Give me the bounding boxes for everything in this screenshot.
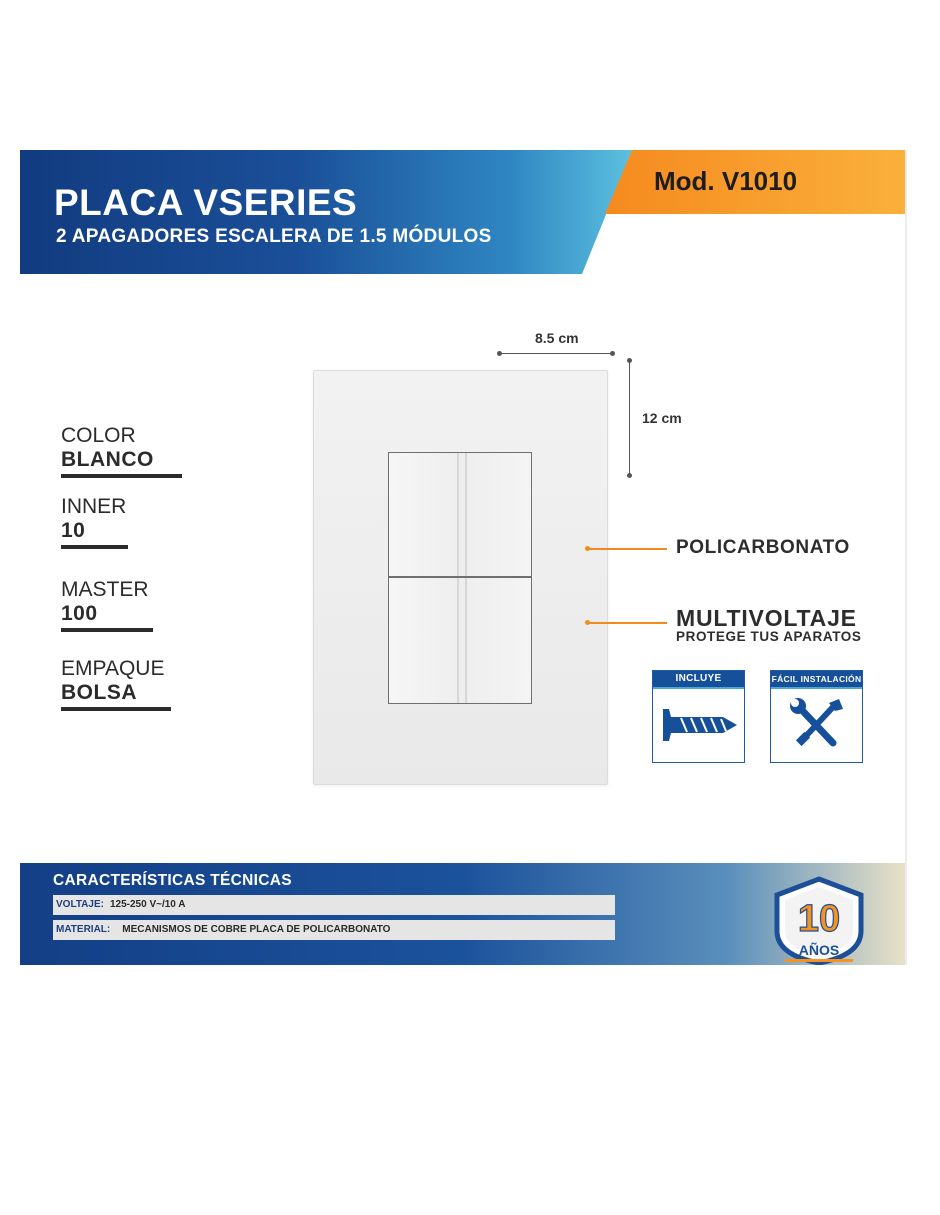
voltage-callout: MULTIVOLTAJE [676, 605, 857, 631]
spec-underline [61, 707, 171, 711]
rocker-groove [465, 578, 467, 703]
rocker-groove [465, 453, 467, 576]
model-number: Mod. V1010 [654, 166, 798, 196]
rocker-groove [457, 578, 459, 703]
product-title: PLACA VSERIES [54, 182, 358, 223]
product-sheet [20, 150, 905, 965]
dimension-end-dot [627, 358, 632, 363]
callout-line [588, 622, 667, 624]
includes-badge [652, 670, 745, 763]
callout-line [588, 548, 667, 550]
screw-icon [653, 689, 743, 761]
spec-underline [61, 474, 182, 478]
warranty-unit: AÑOS [798, 942, 840, 958]
spec-color [61, 424, 182, 478]
height-dimension-label: 12 cm [642, 410, 682, 426]
spec-value: BLANCO [61, 448, 154, 471]
spec-value: BOLSA [61, 681, 137, 704]
width-dimension-label: 8.5 cm [535, 330, 579, 346]
spec-underline [61, 545, 128, 549]
spec-inner [61, 495, 128, 549]
tech-row-voltage [53, 895, 615, 915]
tech-key: VOLTAJE: [56, 899, 104, 910]
rocker-groove [457, 453, 459, 576]
technical-heading: CARACTERÍSTICAS TÉCNICAS [53, 872, 292, 889]
tech-row-material [53, 920, 615, 940]
dimension-end-dot [627, 473, 632, 478]
rocker-switch-bottom [388, 577, 532, 704]
easy-install-badge [770, 670, 863, 763]
tools-icon [771, 689, 861, 761]
spec-label: MASTER [61, 578, 149, 601]
spec-label: COLOR [61, 424, 136, 447]
product-subtitle: 2 APAGADORES ESCALERA DE 1.5 MÓDULOS [56, 226, 492, 247]
tech-key: MATERIAL: [56, 924, 111, 935]
shield-icon [763, 875, 875, 965]
warranty-number: 10 [797, 898, 841, 940]
material-callout: POLICARBONATO [676, 537, 850, 558]
spec-underline [61, 628, 153, 632]
spec-value: 100 [61, 602, 98, 625]
dimension-end-dot [497, 351, 502, 356]
spec-packaging [61, 657, 171, 711]
spec-label: EMPAQUE [61, 657, 165, 680]
tech-value: MECANISMOS DE COBRE PLACA DE POLICARBONATO [122, 924, 391, 935]
height-dimension-line [629, 360, 630, 475]
spec-value: 10 [61, 519, 86, 542]
switch-plate-image [313, 370, 608, 785]
badge-header: INCLUYE [653, 671, 744, 689]
voltage-subcallout: PROTEGE TUS APARATOS [676, 629, 862, 644]
spec-master [61, 578, 153, 632]
spec-label: INNER [61, 495, 127, 518]
width-dimension-line [499, 353, 612, 354]
tech-value: 125-250 V~/10 A [109, 899, 186, 910]
right-edge-divider [905, 150, 907, 965]
dimension-end-dot [610, 351, 615, 356]
badge-header: FÁCIL INSTALACIÓN [771, 671, 862, 689]
rocker-switch-top [388, 452, 532, 577]
